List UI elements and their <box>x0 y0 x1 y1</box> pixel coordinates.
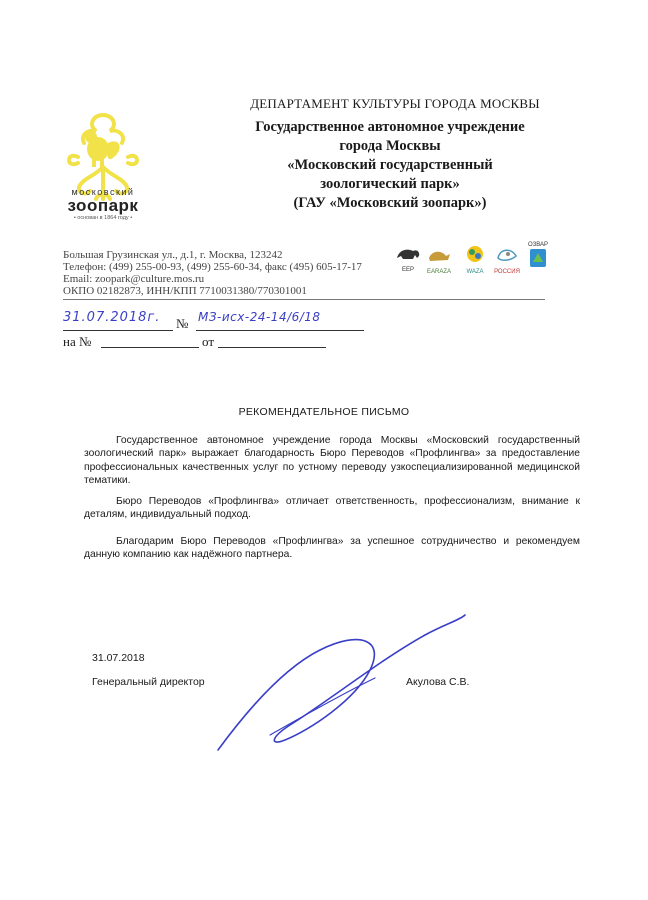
waza-logo-label: WAZA <box>466 269 484 275</box>
eep-logo <box>395 246 421 272</box>
russia-zoo-logo-label: РОССИЯ <box>494 269 520 275</box>
reference-number-blank <box>101 347 199 348</box>
waza-logo <box>462 244 488 275</box>
signer-name: Акулова С.В. <box>406 676 470 688</box>
earaza-logo <box>426 248 452 275</box>
org-name-line1: Государственное автономное учреждение <box>255 119 525 135</box>
outgoing-number-handwritten: МЗ-исх-24-14/6/18 <box>198 310 321 324</box>
logo-tagline: • основан в 1864 году • <box>73 215 133 221</box>
logo-name-line2: зоопарк <box>67 196 139 215</box>
reference-number-label: на № <box>63 334 92 349</box>
signature-date: 31.07.2018 <box>92 652 145 664</box>
contact-codes: ОКПО 02182873, ИНН/КПП 7710031380/770301001 <box>63 285 307 297</box>
russia-zoo-logo <box>494 244 520 274</box>
contact-phone: Телефон: (499) 255-00-93, (499) 255-60-34, факс (495) 605-17-17 <box>63 261 362 273</box>
paragraph-2: Бюро Переводов «Профлингва» отличает ответственность, профессионализм, внимание к деталям, индивидуальный подход. <box>84 496 580 521</box>
signer-position: Генеральный директор <box>92 676 205 688</box>
department-heading: ДЕПАРТАМЕНТ КУЛЬТУРЫ ГОРОДА МОСКВЫ <box>250 96 540 111</box>
header-divider <box>63 299 545 300</box>
number-underline <box>196 330 364 331</box>
org-name-line5: (ГАУ «Московский зоопарк») <box>293 195 487 211</box>
osvar-logo <box>526 242 550 272</box>
org-name-line3: «Московский государственный <box>287 157 493 173</box>
osvar-logo-label: ОЗВАР <box>527 242 549 248</box>
paragraph-3: Благодарим Бюро Переводов «Профлингва» за успешное сотрудничество и рекомендуем данную компанию как надёжного партнера. <box>84 536 580 561</box>
earaza-logo-label: EARAZA <box>426 269 451 275</box>
org-name-line4: зоологический парк» <box>320 176 460 192</box>
outgoing-date-handwritten: 31.07.2018г. <box>63 310 161 325</box>
org-name-line2: города Москвы <box>339 138 441 154</box>
paragraph-1: Государственное автономное учреждение города Москвы «Московский государственный зоологический парк» выражает благодарность Бюро Переводов «Профлингва» за предоставление профессиональных качественных услуг по устному переводу узкоспециализированной медицинской тематики. <box>84 435 580 487</box>
contact-email: Email: zoopark@culture.mos.ru <box>63 273 205 285</box>
date-underline <box>63 330 173 331</box>
letter-title: РЕКОМЕНДАТЕЛЬНОЕ ПИСЬМО <box>238 406 410 418</box>
contact-address: Большая Грузинская ул., д.1, г. Москва, 123242 <box>63 249 283 261</box>
eep-logo-label: EEP <box>401 267 414 273</box>
logo-name-line1: московский <box>71 187 135 197</box>
number-label: № <box>176 316 189 331</box>
reference-date-blank <box>218 347 326 348</box>
reference-date-label: от <box>202 334 215 349</box>
